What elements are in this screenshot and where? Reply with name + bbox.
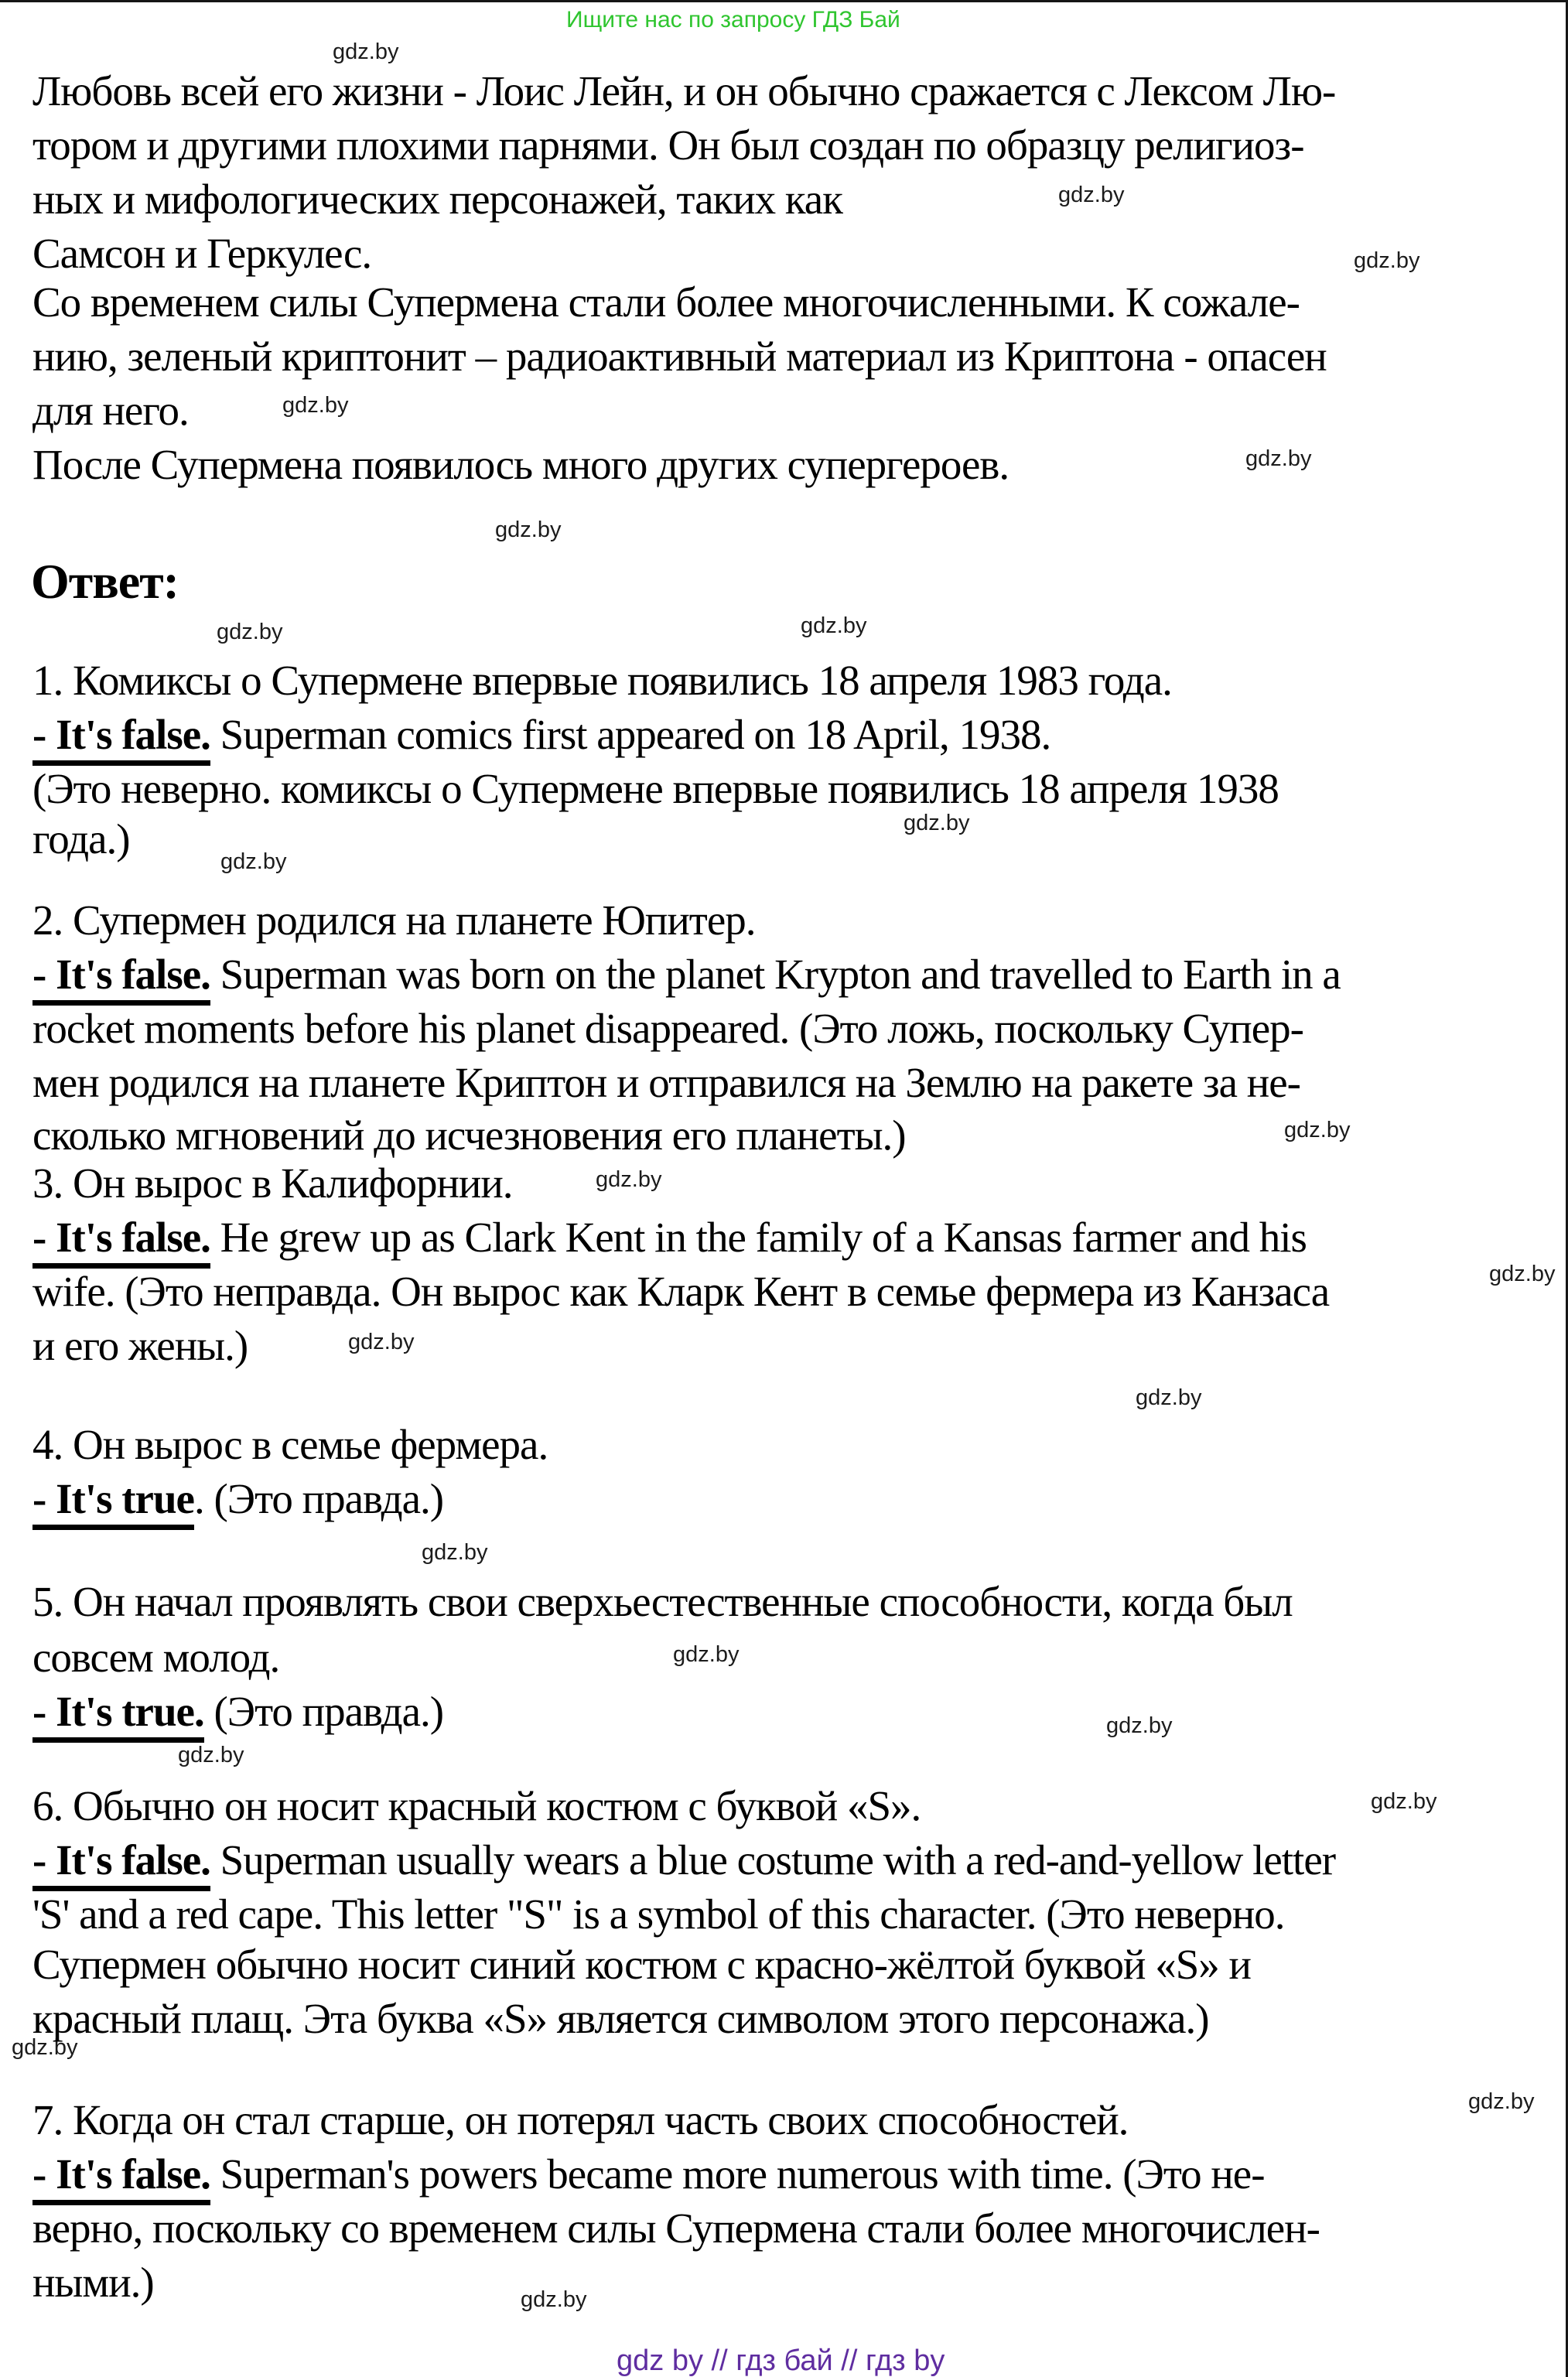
item-answer <box>32 950 1341 999</box>
gdz-watermark: gdz.by <box>495 517 562 542</box>
answer-continuation: rocket moments before his planet disappeared. (Это ложь, поскольку Супер- <box>32 1005 1303 1052</box>
answer-text: Superman usually wears a blue costume with a red-and-yellow letter <box>210 1836 1336 1883</box>
intro-line: тором и другими плохими парнями. Он был создан по образцу религиоз- <box>32 121 1304 169</box>
gdz-watermark: gdz.by <box>904 811 970 835</box>
item-title: 5. Он начал проявлять свои сверхьестественные способности, когда был <box>32 1578 1293 1625</box>
gdz-watermark: gdz.by <box>673 1642 740 1667</box>
intro-line: Со временем силы Супермена стали более многочисленными. К сожале- <box>32 278 1300 326</box>
answer-text: Superman's powers became more numerous with time. (Это не- <box>210 2150 1265 2198</box>
answer-continuation: Супермен обычно носит синий костюм с красно-жёлтой буквой «S» и <box>32 1941 1251 1988</box>
item-answer <box>32 1836 1335 1884</box>
gdz-watermark: gdz.by <box>1245 446 1312 471</box>
gdz-watermark: gdz.by <box>1468 2089 1535 2114</box>
answer-text: (Это правда.) <box>203 1688 444 1735</box>
intro-line: Любовь всей его жизни - Лоис Лейн, и он обычно сражается с Лексом Лю- <box>32 67 1336 114</box>
gdz-watermark: gdz.by <box>801 613 867 638</box>
answer-continuation: (Это неверно. комиксы о Супермене впервые появились 18 апреля 1938 <box>32 765 1279 812</box>
gdz-watermark: gdz.by <box>348 1330 415 1354</box>
intro-line: для него. <box>32 387 189 434</box>
verdict-label: - It's false. <box>32 1836 210 1891</box>
gdz-watermark: gdz.by <box>422 1540 488 1565</box>
site-footer: gdz by // гдз бай // гдз by <box>617 2345 945 2377</box>
gdz-watermark: gdz.by <box>521 2287 587 2312</box>
gdz-watermark: gdz.by <box>12 2035 78 2060</box>
item-title: совсем молод. <box>32 1634 280 1681</box>
answer-text: He grew up as Clark Kent in the family of a Kansas farmer and his <box>210 1214 1307 1261</box>
item-title: 7. Когда он стал старше, он потерял часть своих способностей. <box>32 2096 1129 2143</box>
answer-text: Superman comics first appeared on 18 April, 1938. <box>210 711 1051 758</box>
intro-line: нию, зеленый криптонит – радиоактивный материал из Криптона - опасен <box>32 333 1327 380</box>
item-title: 1. Комиксы о Супермене впервые появились 18 апреля 1983 года. <box>32 657 1172 704</box>
item-answer <box>32 1687 443 1736</box>
gdz-watermark: gdz.by <box>220 849 287 874</box>
gdz-watermark: gdz.by <box>178 1743 244 1767</box>
answer-continuation: wife. (Это неправда. Он вырос как Кларк Кент в семье фермера из Канзаса <box>32 1268 1330 1315</box>
answer-continuation: мен родился на планете Криптон и отправился на Землю на ракете за не- <box>32 1059 1300 1106</box>
answer-continuation: ными.) <box>32 2259 154 2306</box>
verdict-label: - It's true. <box>32 1688 204 1743</box>
answer-continuation: верно, поскольку со временем силы Супермена стали более многочислен- <box>32 2205 1320 2252</box>
gdz-watermark: gdz.by <box>1489 1262 1556 1286</box>
verdict-label: - It's false. <box>32 1214 210 1269</box>
item-answer <box>32 1474 443 1523</box>
gdz-watermark: gdz.by <box>333 39 399 64</box>
verdict-label: - It's false. <box>32 951 210 1006</box>
item-answer <box>32 710 1050 759</box>
gdz-watermark: gdz.by <box>282 393 349 418</box>
gdz-watermark: gdz.by <box>596 1167 662 1192</box>
item-title: 6. Обычно он носит красный костюм с буквой «S». <box>32 1782 921 1829</box>
gdz-watermark: gdz.by <box>1284 1118 1351 1142</box>
item-answer <box>32 2150 1265 2198</box>
answer-text: Superman was born on the planet Krypton and travelled to Earth in a <box>210 951 1341 998</box>
item-title: 4. Он вырос в семье фермера. <box>32 1421 548 1468</box>
gdz-watermark: gdz.by <box>1371 1789 1437 1814</box>
search-banner: Ищите нас по запросу ГДЗ Бай <box>566 7 900 32</box>
intro-line: Самсон и Геркулес. <box>32 230 372 277</box>
answer-continuation: сколько мгновений до исчезновения его планеты.) <box>32 1112 906 1159</box>
item-title: 2. Супермен родился на планете Юпитер. <box>32 896 756 944</box>
answer-continuation: и его жены.) <box>32 1322 248 1369</box>
item-title: 3. Он вырос в Калифорнии. <box>32 1159 513 1207</box>
intro-line: После Супермена появилось много других супергероев. <box>32 441 1009 488</box>
answer-continuation: 'S' and a red cape. This letter "S" is a symbol of this character. (Это неверно. <box>32 1890 1285 1938</box>
gdz-watermark: gdz.by <box>217 620 283 644</box>
verdict-label: - It's true <box>32 1475 194 1530</box>
gdz-watermark: gdz.by <box>1058 183 1125 207</box>
answer-heading: Ответ: <box>31 554 179 609</box>
answer-text: . (Это правда.) <box>193 1475 444 1522</box>
item-answer <box>32 1213 1307 1262</box>
gdz-watermark: gdz.by <box>1354 248 1420 273</box>
gdz-watermark: gdz.by <box>1136 1385 1202 1410</box>
answer-continuation: года.) <box>32 815 130 862</box>
intro-line: ных и мифологических персонажей, таких как <box>32 176 842 223</box>
verdict-label: - It's false. <box>32 711 210 766</box>
verdict-label: - It's false. <box>32 2150 210 2205</box>
answer-continuation: красный плащ. Эта буква «S» является символом этого персонажа.) <box>32 1995 1209 2042</box>
gdz-watermark: gdz.by <box>1106 1713 1173 1738</box>
